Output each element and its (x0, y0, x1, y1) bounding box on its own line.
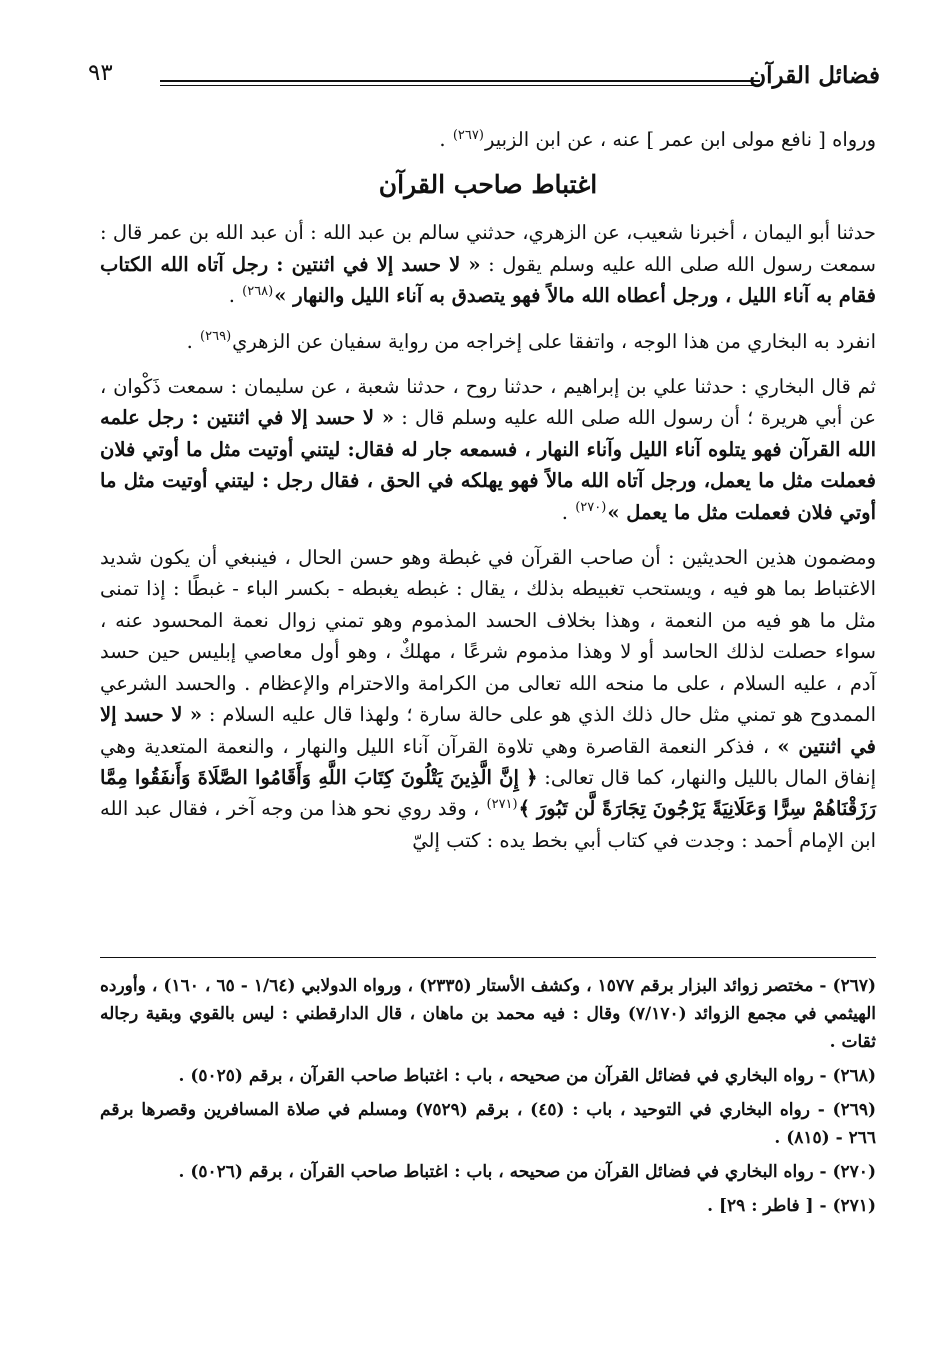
intro-paragraph (100, 124, 876, 155)
narration-text: ثم قال البخاري : حدثنا علي بن إبراهيم ، حدثنا روح ، حدثنا شعبة ، عن سليمان : سمعت ذَكْوان ، عن أبي هريرة ؛ أن رسول الله صلى الله عليه وسلم قال : (100, 375, 876, 430)
paragraph-2 (100, 326, 876, 357)
footnote-269: (٢٦٩) - رواه البخاري في التوحيد ، باب : (٤٥) ، برقم (٧٥٢٩) ومسلم في صلاة المسافرين وقصرها برقم ٢٦٦ - (٨١٥) . (100, 1100, 877, 1148)
header-rule (160, 80, 760, 86)
footnotes (100, 972, 876, 1220)
hadith-quote: « لا حسد إلا في اثنتين » (100, 703, 876, 758)
page-number: ٩٣ (88, 60, 113, 86)
intro-text: ورواه [ نافع مولى ابن عمر ] عنه ، عن ابن الزبير (484, 128, 876, 151)
footnote-ref: (٢٦٧) (452, 127, 484, 143)
footnote-ref: (٢٧٠) (575, 500, 607, 516)
paragraph-3 (100, 371, 876, 528)
commentary-text: ، وقد روي نحو هذا من وجه آخر ، فقال عبد الله ابن الإمام أحمد : وجدت في كتاب أبي بخط يده : كتب إليّ (100, 797, 876, 852)
chapter-title: اغتباط صاحب القرآن (378, 170, 598, 200)
narration-text: انفرد به البخاري من هذا الوجه ، واتفقا على إخراجه من رواية سفيان عن الزهري (232, 329, 876, 353)
footnote-271: (٢٧١) - [ فاطر : ٢٩] . (707, 1196, 876, 1216)
footnote-ref: (٢٦٩) (200, 329, 232, 345)
footnote-separator (100, 957, 876, 958)
hadith-text: « لا حسد إلا في اثنتين : رجل علمه الله القرآن فهو يتلوه آناء الليل وآناء النهار ، فسمعه جار له فقال: ليتني أوتيت مثل ما أوتي فلان فعملت مثل ما يعمل، ورجل آتاه الله مالاً فهو يهلكه في الحق ، فقال رجل : ليتني أوتيت مثل ما أوتي فلان فعملت مثل ما يعمل » (100, 406, 876, 524)
commentary-text: ، فذكر النعمة القاصرة وهي تلاوة القرآن آناء الليل والنهار ، والنعمة المتعدية وهي إنفاق المال بالليل والنهار، كما قال تعالى: (100, 734, 876, 789)
paragraph-end: . (561, 500, 575, 524)
intro-end: . (439, 128, 452, 151)
main-text (100, 124, 876, 856)
footnote-ref: (٢٧١) (486, 796, 518, 812)
narration-text: حدثنا أبو اليمان ، أخبرنا شعيب، عن الزهري، حدثني سالم بن عبد الله : أن عبد الله بن عمر قال : سمعت رسول الله صلى الله عليه وسلم يقول : (100, 221, 877, 276)
footnote-270: (٢٧٠) - رواه البخاري في فضائل القرآن من صحيحه ، باب : اغتباط صاحب القرآن ، برقم (٥٠٢٦) . (178, 1162, 876, 1182)
running-title: فضائل القرآن (749, 62, 880, 89)
page-header (88, 58, 880, 98)
quran-verse: ﴿ إِنَّ الَّذِينَ يَتْلُونَ كِتَابَ اللَّهِ وَأَقَامُوا الصَّلَاةَ وَأَنفَقُوا مِمَّا رَزَقْنَاهُمْ سِرًّا وَعَلَانِيَةً يَرْجُونَ تِجَارَةً لَّن تَبُورَ ﴾ (100, 765, 876, 821)
paragraph-end: . (186, 329, 200, 353)
footnote-267: (٢٦٧) - مختصر زوائد البزار برقم ١٥٧٧ ، وكشف الأستار (٢٣٣٥) ، ورواه الدولابي (١/٦٤ - ٦٥ ، ١٦٠) ، وأورده الهيثمي في مجمع الزوائد (٧/١٧٠) وقال : فيه محمد بن ماهان ، قال الدارقطني : ليس بالقوي وبقية رجاله ثقات . (100, 976, 877, 1052)
paragraph-4 (100, 542, 876, 856)
hadith-text: « لا حسد إلا في اثنتين : رجل آتاه الله الكتاب فقام به آناء الليل ، ورجل أعطاه الله مالاً فهو يتصدق به آناء الليل والنهار » (100, 252, 876, 308)
paragraph-1 (100, 217, 876, 311)
footnote-268: (٢٦٨) - رواه البخاري في فضائل القرآن من صحيحه ، باب : اغتباط صاحب القرآن ، برقم (٥٠٢٥) . (178, 1066, 876, 1086)
commentary-text: ومضمون هذين الحديثين : أن صاحب القرآن في غبطة وهو حسن الحال ، فينبغي أن يكون شديد الاغتباط بما هو فيه ، ويستحب تغبيطه بذلك ، يقال : غبطه يغبطه - بكسر الباء - غبطًا : إذا تمنى مثل ما هو فيه من النعمة ، وهذا بخلاف الحسد المذموم وهو تمني زوال نعمة المحسود عنه ، سواء حصلت لذلك الحاسد أو لا وهذا مذموم شرعًا ، مهلكٌ ، وهو أول معاصي إبليس حين حسد آدم ، عليه السلام ، على ما منحه الله تعالى من الكرامة والاحترام والإعظام . والحسد الشرعي الممدوح هو تمني مثل حال ذلك الذي هو على حالة سارة ؛ ولهذا قال عليه السلام : (100, 546, 876, 727)
paragraph-end: . (228, 284, 242, 308)
footnote-ref: (٢٦٨) (242, 283, 274, 299)
